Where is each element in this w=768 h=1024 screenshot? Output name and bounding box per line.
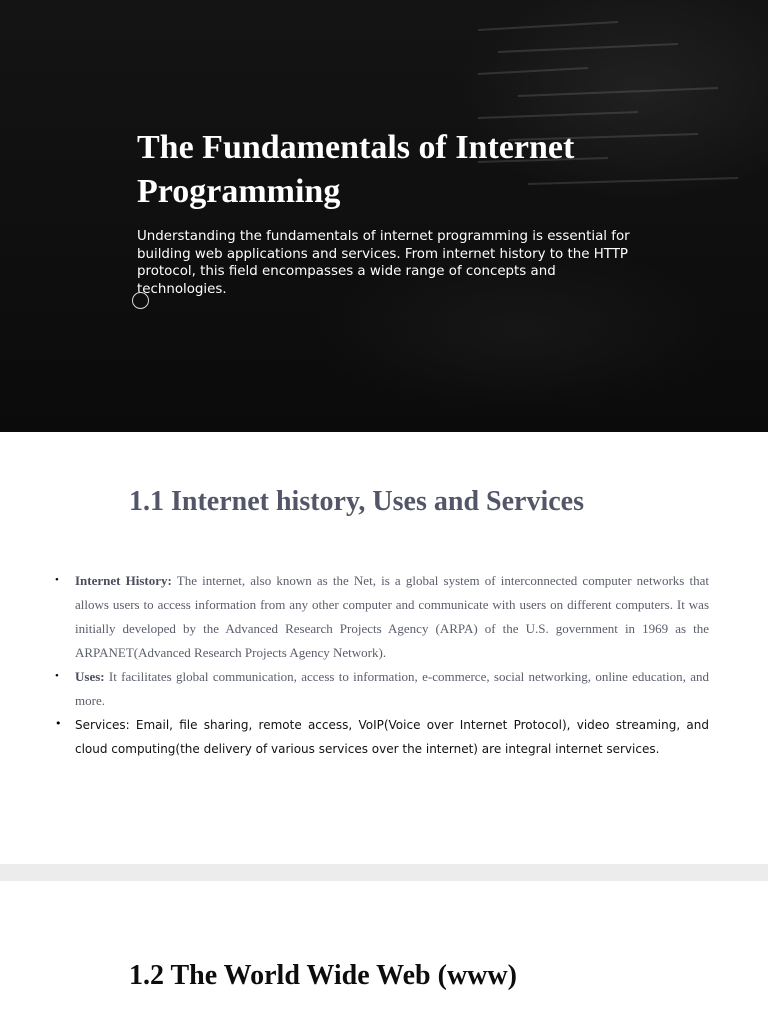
bullet-text: The internet, also known as the Net, is a global system of interconnected computer networks that allows users to access information from any other computer and communicate with users on different computers. It was initially developed by the Advanced Research Projects Agency (ARPA) of the U.S. government in 1969 as the ARPANET(Advanced Research Projects Agency Network). [75,573,709,660]
hero-description: Understanding the fundamentals of internet programming is essential for building web applications and services. From internet history to the HTTP protocol, this field encompasses a wide range of concepts and technologies. [137,229,630,297]
page-title: The Fundamentals of Internet Programming [137,129,575,210]
list-item [53,713,709,761]
hero-banner [0,0,768,432]
bullet-text: Services: Email, file sharing, remote access, VoIP(Voice over Internet Protocol), video streaming, and cloud computing(the delivery of various services over the internet) are integral internet services. [75,718,709,756]
bullet-label: Internet History: [75,573,172,588]
section-heading-1-1: 1.1 Internet history, Uses and Services [129,486,584,517]
bullet-icon: • [55,717,62,730]
bullet-icon: • [55,574,59,586]
list-item [53,569,709,665]
bullet-label: Uses: [75,669,105,684]
bullet-list [53,569,709,761]
section-heading-1-2: 1.2 The World Wide Web (www) [129,960,517,991]
code-screen-background [438,0,768,432]
list-item [53,665,709,713]
circle-icon [132,292,149,309]
bullet-text: It facilitates global communication, access to information, e-commerce, social networking, online education, and more. [75,669,709,708]
section-divider [0,864,768,881]
bullet-icon: • [55,670,59,682]
